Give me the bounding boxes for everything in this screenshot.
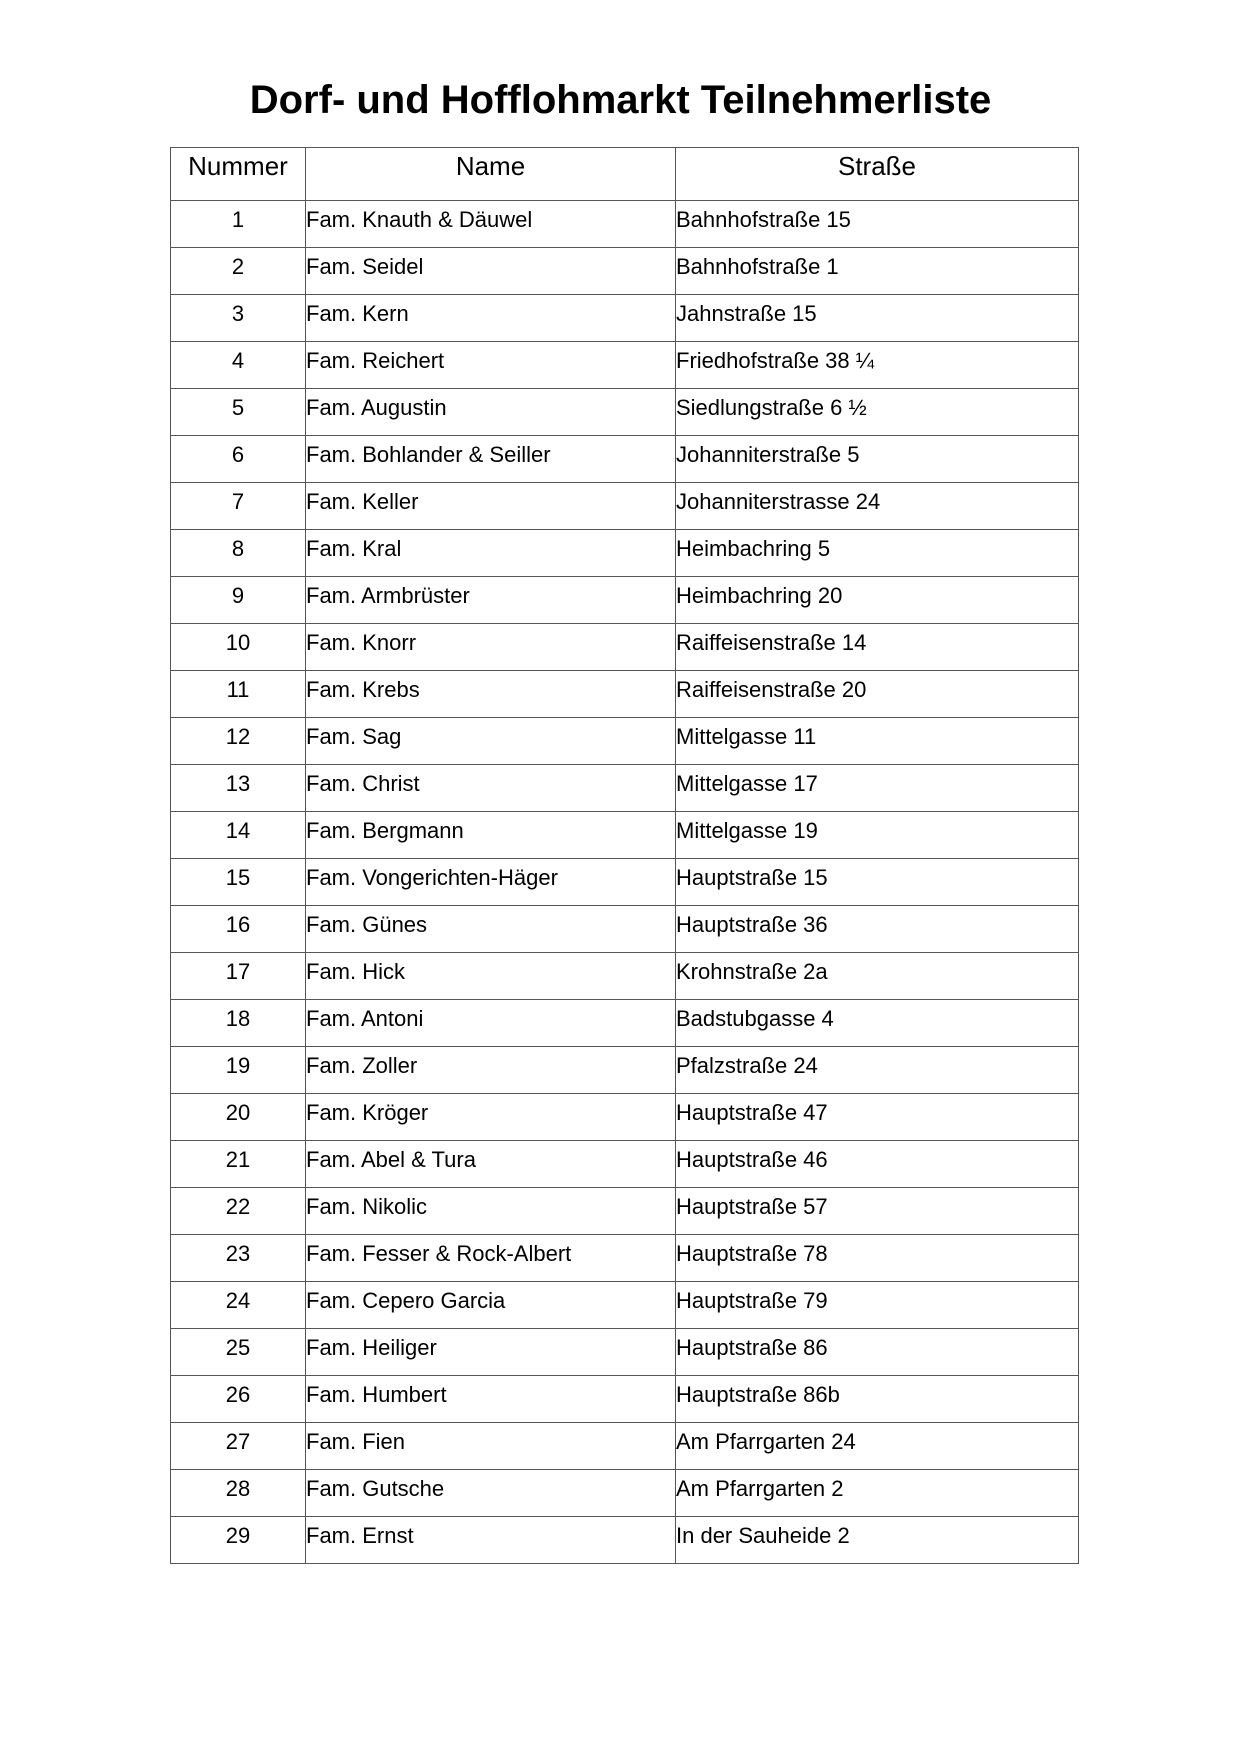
row-number: 25 [171, 1329, 306, 1376]
row-number: 17 [171, 953, 306, 1000]
table-header-row [171, 148, 1079, 201]
row-name: Fam. Krebs [306, 671, 676, 718]
table-row [171, 1282, 1079, 1329]
table-row [171, 1235, 1079, 1282]
row-street: Raiffeisenstraße 20 [676, 671, 1079, 718]
row-street: Bahnhofstraße 15 [676, 201, 1079, 248]
row-name: Fam. Fesser & Rock-Albert [306, 1235, 676, 1282]
row-name: Fam. Fien [306, 1423, 676, 1470]
row-number: 15 [171, 859, 306, 906]
row-name: Fam. Kral [306, 530, 676, 577]
table-row [171, 812, 1079, 859]
row-name: Fam. Knorr [306, 624, 676, 671]
row-number: 26 [171, 1376, 306, 1423]
row-name: Fam. Abel & Tura [306, 1141, 676, 1188]
row-number: 21 [171, 1141, 306, 1188]
page-title: Dorf- und Hofflohmarkt Teilnehmerliste [249, 78, 992, 122]
column-header-name: Name [306, 148, 676, 201]
row-street: Hauptstraße 78 [676, 1235, 1079, 1282]
row-name: Fam. Vongerichten-Häger [306, 859, 676, 906]
row-street: Pfalzstraße 24 [676, 1047, 1079, 1094]
row-street: Mittelgasse 19 [676, 812, 1079, 859]
row-street: Johanniterstrasse 24 [676, 483, 1079, 530]
row-name: Fam. Keller [306, 483, 676, 530]
table-body [171, 201, 1079, 1564]
table-row [171, 1000, 1079, 1047]
row-name: Fam. Sag [306, 718, 676, 765]
row-number: 5 [171, 389, 306, 436]
row-number: 19 [171, 1047, 306, 1094]
table-row [171, 1517, 1079, 1564]
row-number: 20 [171, 1094, 306, 1141]
row-name: Fam. Nikolic [306, 1188, 676, 1235]
row-number: 23 [171, 1235, 306, 1282]
row-number: 12 [171, 718, 306, 765]
row-name: Fam. Kröger [306, 1094, 676, 1141]
table-row [171, 201, 1079, 248]
row-name: Fam. Christ [306, 765, 676, 812]
participant-table [170, 147, 1079, 1564]
row-street: Hauptstraße 47 [676, 1094, 1079, 1141]
row-street: Hauptstraße 86b [676, 1376, 1079, 1423]
table-row [171, 906, 1079, 953]
table-row [171, 1423, 1079, 1470]
row-number: 8 [171, 530, 306, 577]
row-street: Heimbachring 5 [676, 530, 1079, 577]
row-name: Fam. Augustin [306, 389, 676, 436]
table-row [171, 1376, 1079, 1423]
table-row [171, 436, 1079, 483]
row-number: 14 [171, 812, 306, 859]
table-row [171, 1047, 1079, 1094]
row-number: 6 [171, 436, 306, 483]
table-row [171, 1329, 1079, 1376]
table-row [171, 577, 1079, 624]
table-row [171, 718, 1079, 765]
row-name: Fam. Seidel [306, 248, 676, 295]
row-number: 22 [171, 1188, 306, 1235]
column-header-street: Straße [676, 148, 1079, 201]
row-street: Friedhofstraße 38 ¼ [676, 342, 1079, 389]
table-row [171, 624, 1079, 671]
row-name: Fam. Antoni [306, 1000, 676, 1047]
row-name: Fam. Bergmann [306, 812, 676, 859]
row-street: Hauptstraße 36 [676, 906, 1079, 953]
row-street: Krohnstraße 2a [676, 953, 1079, 1000]
row-name: Fam. Reichert [306, 342, 676, 389]
table-row [171, 389, 1079, 436]
row-number: 3 [171, 295, 306, 342]
row-number: 29 [171, 1517, 306, 1564]
row-name: Fam. Zoller [306, 1047, 676, 1094]
row-street: In der Sauheide 2 [676, 1517, 1079, 1564]
row-street: Hauptstraße 57 [676, 1188, 1079, 1235]
row-street: Hauptstraße 86 [676, 1329, 1079, 1376]
row-number: 11 [171, 671, 306, 718]
row-street: Bahnhofstraße 1 [676, 248, 1079, 295]
table-row [171, 295, 1079, 342]
row-number: 9 [171, 577, 306, 624]
row-street: Mittelgasse 17 [676, 765, 1079, 812]
row-name: Fam. Armbrüster [306, 577, 676, 624]
row-name: Fam. Gutsche [306, 1470, 676, 1517]
table-row [171, 1141, 1079, 1188]
row-street: Hauptstraße 46 [676, 1141, 1079, 1188]
row-name: Fam. Günes [306, 906, 676, 953]
row-street: Am Pfarrgarten 24 [676, 1423, 1079, 1470]
table-row [171, 1188, 1079, 1235]
row-street: Mittelgasse 11 [676, 718, 1079, 765]
row-number: 4 [171, 342, 306, 389]
row-number: 1 [171, 201, 306, 248]
table-row [171, 859, 1079, 906]
table-row [171, 765, 1079, 812]
table-row [171, 483, 1079, 530]
row-name: Fam. Ernst [306, 1517, 676, 1564]
row-number: 7 [171, 483, 306, 530]
row-street: Heimbachring 20 [676, 577, 1079, 624]
row-name: Fam. Heiliger [306, 1329, 676, 1376]
row-number: 16 [171, 906, 306, 953]
table-row [171, 953, 1079, 1000]
row-street: Jahnstraße 15 [676, 295, 1079, 342]
table-row [171, 342, 1079, 389]
table-row [171, 1470, 1079, 1517]
row-name: Fam. Humbert [306, 1376, 676, 1423]
row-street: Raiffeisenstraße 14 [676, 624, 1079, 671]
row-number: 28 [171, 1470, 306, 1517]
row-name: Fam. Cepero Garcia [306, 1282, 676, 1329]
row-number: 10 [171, 624, 306, 671]
column-header-number: Nummer [171, 148, 306, 201]
row-number: 24 [171, 1282, 306, 1329]
row-street: Hauptstraße 79 [676, 1282, 1079, 1329]
table-row [171, 530, 1079, 577]
row-street: Am Pfarrgarten 2 [676, 1470, 1079, 1517]
row-street: Badstubgasse 4 [676, 1000, 1079, 1047]
row-number: 27 [171, 1423, 306, 1470]
row-street: Siedlungstraße 6 ½ [676, 389, 1079, 436]
table-row [171, 671, 1079, 718]
row-street: Hauptstraße 15 [676, 859, 1079, 906]
row-name: Fam. Kern [306, 295, 676, 342]
row-name: Fam. Hick [306, 953, 676, 1000]
table-row [171, 1094, 1079, 1141]
row-number: 2 [171, 248, 306, 295]
row-number: 13 [171, 765, 306, 812]
row-number: 18 [171, 1000, 306, 1047]
table-row [171, 248, 1079, 295]
row-street: Johanniterstraße 5 [676, 436, 1079, 483]
row-name: Fam. Knauth & Däuwel [306, 201, 676, 248]
row-name: Fam. Bohlander & Seiller [306, 436, 676, 483]
